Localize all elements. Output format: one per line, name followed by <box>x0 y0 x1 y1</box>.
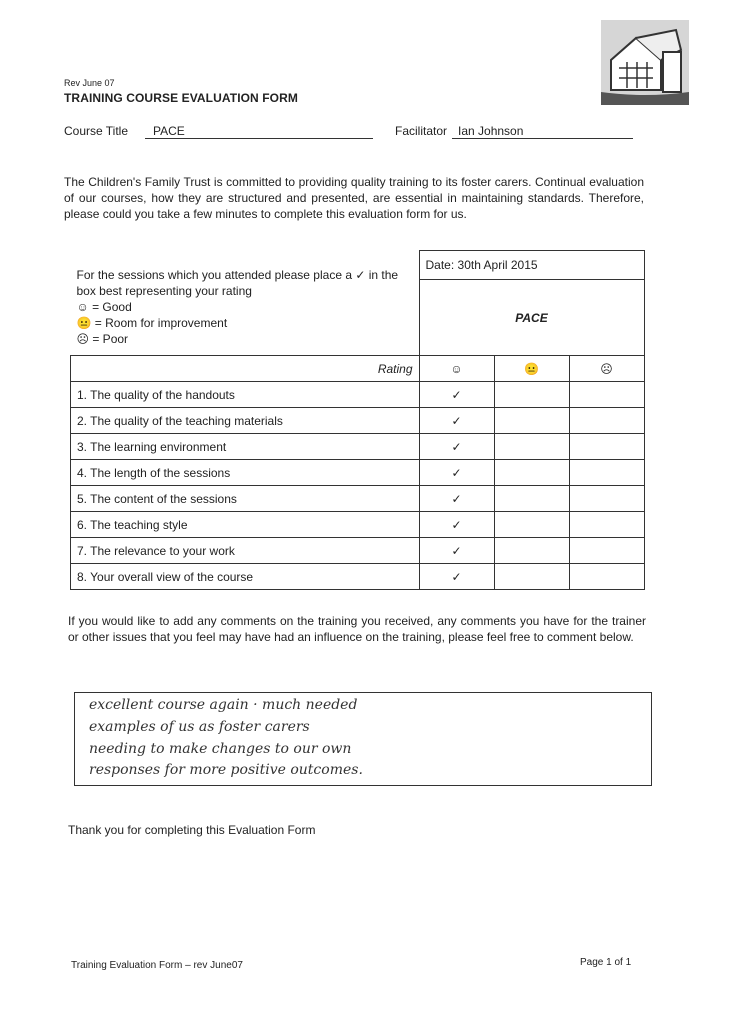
revision-label: Rev June 07 <box>64 78 115 88</box>
row-label: 1. The quality of the handouts <box>71 382 420 408</box>
improve-checkbox[interactable] <box>494 382 569 408</box>
comments-instructions: If you would like to add any comments on the training you received, any comments you have for the trainer or other issues that you feel may have had an influence on the training, please feel free to comment below. <box>68 614 646 644</box>
neutral-face-icon: 😐 <box>494 356 569 382</box>
poor-checkbox[interactable] <box>569 408 644 434</box>
improve-checkbox[interactable] <box>494 486 569 512</box>
poor-checkbox[interactable] <box>569 512 644 538</box>
facilitator-field: Ian Johnson <box>452 124 633 139</box>
course-name-cell: PACE <box>419 280 644 356</box>
row-label: 8. Your overall view of the course <box>71 564 420 590</box>
table-row <box>71 460 645 486</box>
row-label: 3. The learning environment <box>71 434 420 460</box>
table-row <box>71 382 645 408</box>
intro-paragraph: The Children's Family Trust is committed to providing quality training to its foster carers. Continual evaluation of our courses, how they are structured and presented, are essential in maintaining standards. Therefore, please could you take a few minutes to complete this evaluation form for us. <box>64 175 644 221</box>
good-checkbox[interactable]: ✓ <box>419 486 494 512</box>
closing-text: Thank you for completing this Evaluation Form <box>68 823 316 837</box>
date-cell: Date: 30th April 2015 <box>419 251 644 280</box>
handwritten-comment-line: examples of us as foster carers <box>89 719 310 735</box>
improve-checkbox[interactable] <box>494 408 569 434</box>
poor-checkbox[interactable] <box>569 486 644 512</box>
poor-checkbox[interactable] <box>569 538 644 564</box>
instructions-text: For the sessions which you attended please place a ✓ in the box best representing your rating <box>76 267 399 298</box>
handwritten-comment-line: needing to make changes to our own <box>89 741 352 757</box>
legend-improve: 😐 = Room for improvement <box>76 315 228 330</box>
good-checkbox[interactable]: ✓ <box>419 382 494 408</box>
sad-face-icon: ☹ <box>569 356 644 382</box>
handwritten-comment-line: responses for more positive outcomes. <box>89 762 363 778</box>
table-row <box>71 434 645 460</box>
poor-checkbox[interactable] <box>569 460 644 486</box>
poor-checkbox[interactable] <box>569 564 644 590</box>
table-row <box>71 486 645 512</box>
row-label: 2. The quality of the teaching materials <box>71 408 420 434</box>
facilitator-label: Facilitator <box>395 124 448 138</box>
legend-poor: ☹ = Poor <box>76 331 129 346</box>
course-title-label: Course Title <box>64 124 129 138</box>
evaluation-table <box>70 250 645 590</box>
course-title-field: PACE <box>145 124 373 139</box>
poor-checkbox[interactable] <box>569 434 644 460</box>
table-row <box>71 512 645 538</box>
good-checkbox[interactable]: ✓ <box>419 434 494 460</box>
row-label: 7. The relevance to your work <box>71 538 420 564</box>
table-row <box>71 538 645 564</box>
good-face-icon: ☺ <box>419 356 494 382</box>
rating-instructions <box>71 251 420 356</box>
footer-document-name: Training Evaluation Form – rev June07 <box>71 960 243 971</box>
row-label: 5. The content of the sessions <box>71 486 420 512</box>
good-checkbox[interactable]: ✓ <box>419 538 494 564</box>
comments-box[interactable] <box>74 692 652 786</box>
handwritten-comment-line: excellent course again · much needed <box>89 697 358 713</box>
good-checkbox[interactable]: ✓ <box>419 408 494 434</box>
improve-checkbox[interactable] <box>494 434 569 460</box>
rating-header: Rating <box>71 356 420 382</box>
improve-checkbox[interactable] <box>494 460 569 486</box>
improve-checkbox[interactable] <box>494 512 569 538</box>
improve-checkbox[interactable] <box>494 564 569 590</box>
row-label: 4. The length of the sessions <box>71 460 420 486</box>
improve-checkbox[interactable] <box>494 538 569 564</box>
footer-page-number: Page 1 of 1 <box>580 957 632 968</box>
house-logo-icon <box>601 20 689 105</box>
table-row <box>71 408 645 434</box>
table-row <box>71 564 645 590</box>
good-checkbox[interactable]: ✓ <box>419 512 494 538</box>
legend-good: ☺ = Good <box>76 299 132 314</box>
poor-checkbox[interactable] <box>569 382 644 408</box>
page-title: TRAINING COURSE EVALUATION FORM <box>64 91 298 105</box>
good-checkbox[interactable]: ✓ <box>419 564 494 590</box>
good-checkbox[interactable]: ✓ <box>419 460 494 486</box>
row-label: 6. The teaching style <box>71 512 420 538</box>
